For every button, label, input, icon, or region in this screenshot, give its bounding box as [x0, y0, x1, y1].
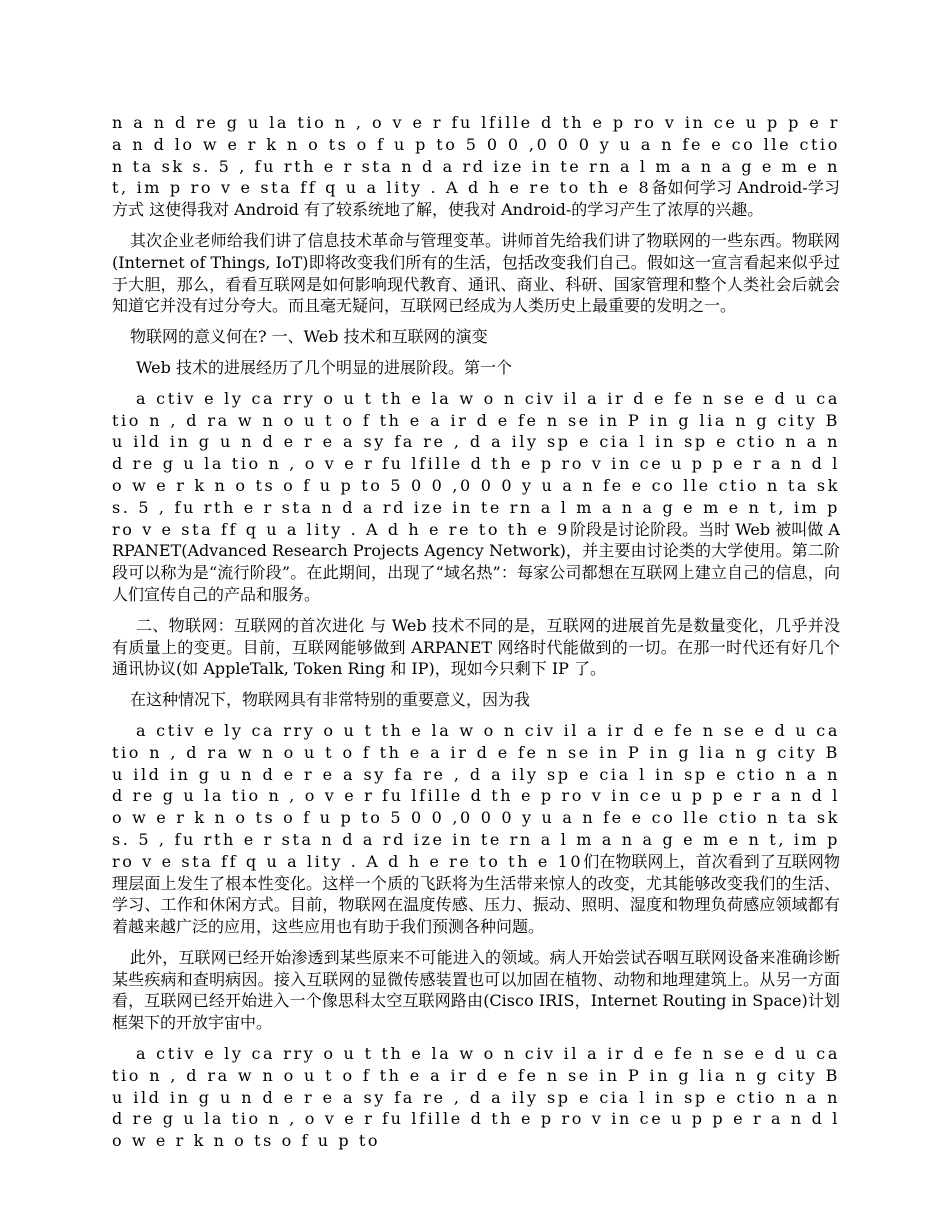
- paragraph-6: [112, 615, 840, 680]
- paragraph-1-filler: n a n d re g u la tio n , o v e r fu lfille d th e p ro v in ce u p p e r a n d lo w e r k n o ts o f u p to 5 0 0 ,0 0 0 y u a n fe e co lle ctio n ta sk s. 5 , fu rth e r sta n d a rd ize in te rn a l m a n a g e m e n t, im p ro v e sta ff q u a lity . A d h e re to th e 8: [112, 113, 840, 198]
- paragraph-4-text: Web 技术的进展经历了几个明显的进展阶段。第一个: [136, 357, 512, 377]
- paragraph-2-text: 其次企业老师给我们讲了信息技术革命与管理变革。讲师首先给我们讲了物联网的一些东西。物联网(Internet of Things, IoT)即将改变我们所有的生活，包括改变我们自己。假如这一宣言看起来似乎过于大胆，那么，看看互联网是如何影响现代教育、通讯、商业、科研、国家管理和整个人类社会后就会知道它并没有过分夸大。而且毫无疑问，互联网已经成为人类历史上最重要的发明之一。: [112, 230, 840, 316]
- paragraph-8-filler: a ctiv e ly ca rry o u t th e la w o n civ il a ir d e fe n se e d u ca tio n , d ra w n o u t o f th e a ir d e fe n se in P in g lia n g city B u ild in g u n d e r e a sy fa re , d a ily sp e cia l in sp e ctio n a n d re g u la tio n , o v e r fu lfille d th e p ro v in ce u p p e r a n d lo w e r k n o ts o f u p to 5 0 0 ,0 0 0 y u a n fe e co lle ctio n ta sk s. 5 , fu rth e r sta n d a rd ize in te rn a l m a n a g e m e n t, im p ro v e sta ff q u a lity . A d h e re to th e 10: [112, 720, 840, 871]
- paragraph-6-text: 二、物联网：互联网的首次进化 与 Web 技术不同的是，互联网的进展首先是数量变化，几乎并没有质量上的变更。目前，互联网能够做到 ARPANET 网络时代能做到的一切。在那一时代还有好几个通讯协议(如 AppleTalk, Token Ring 和 IP)，现如今只剩下 IP 了。: [112, 615, 840, 679]
- paragraph-4: [112, 357, 840, 379]
- paragraph-5-text: 阶段是讨论阶段。当时 Web 被叫做 ARPANET(Advanced Research Projects Agency Network)，并主要由讨论类的大学使用。第二阶段可以称为是“流行阶段”。在此期间，出现了“域名热”：每家公司都想在互联网上建立自己的信息，向人们宣传自己的产品和服务。: [112, 519, 840, 604]
- paragraph-7-text: 在这种情况下，物联网具有非常特别的重要意义，因为我: [130, 690, 531, 710]
- paragraph-5-filler: a ctiv e ly ca rry o u t th e la w o n civ il a ir d e fe n se e d u ca tio n , d ra w n o u t o f th e a ir d e fe n se in P in g lia n g city B u ild in g u n d e r e a sy fa re , d a ily sp e cia l in sp e ctio n a n d re g u la tio n , o v e r fu lfille d th e p ro v in ce u p p e r a n d lo w e r k n o ts o f u p to 5 0 0 ,0 0 0 y u a n fe e co lle ctio n ta sk s. 5 , fu rth e r sta n d a rd ize in te rn a l m a n a g e m e n t, im p ro v e sta ff q u a lity . A d h e re to th e 9: [112, 388, 840, 539]
- paragraph-3: [112, 326, 840, 348]
- paragraph-9: [112, 947, 840, 1034]
- paragraph-1: [112, 112, 840, 221]
- paragraph-5: [112, 388, 840, 606]
- paragraph-9-text: 此外，互联网已经开始渗透到某些原来不可能进入的领域。病人开始尝试吞咽互联网设备来准确诊断某些疾病和查明病因。接入互联网的显微传感装置也可以加固在植物、动物和地理建筑上。从另一方面看，互联网已经开始进入一个像思科太空互联网路由(Cisco IRIS，Internet Routing in Space)计划框架下的开放宇宙中。: [112, 947, 840, 1033]
- paragraph-8-text: 们在物联网上，首次看到了互联网物理层面上发生了根本性变化。这样一个质的飞跃将为生活带来惊人的改变，尤其能够改变我们的生活、学习、工作和休闲方式。目前，物联网在温度传感、压力、振动、照明、湿度和物理负荷感应领域都有着越来越广泛的应用，这些应用也有助于我们预测各种问题。: [112, 851, 840, 937]
- paragraph-8: [112, 720, 840, 938]
- paragraph-10-filler: a ctiv e ly ca rry o u t th e la w o n civ il a ir d e fe n se e d u ca tio n , d ra w n o u t o f th e a ir d e fe n se in P in g lia n g city B u ild in g u n d e r e a sy fa re , d a ily sp e cia l in sp e ctio n a n d re g u la tio n , o v e r fu lfille d th e p ro v in ce u p p e r a n d lo w e r k n o ts o f u p to: [112, 1044, 840, 1151]
- paragraph-7: [112, 689, 840, 711]
- paragraph-2: [112, 230, 840, 317]
- paragraph-3-text: 物联网的意义何在? 一、Web 技术和互联网的演变: [130, 327, 488, 347]
- document-page: [112, 112, 840, 1161]
- paragraph-1-text: 备如何学习 Android-学习方式 这使得我对 Android 有了较系统地了解，使我对 Android-的学习产生了浓厚的兴趣。: [112, 178, 840, 220]
- paragraph-10: [112, 1043, 840, 1152]
